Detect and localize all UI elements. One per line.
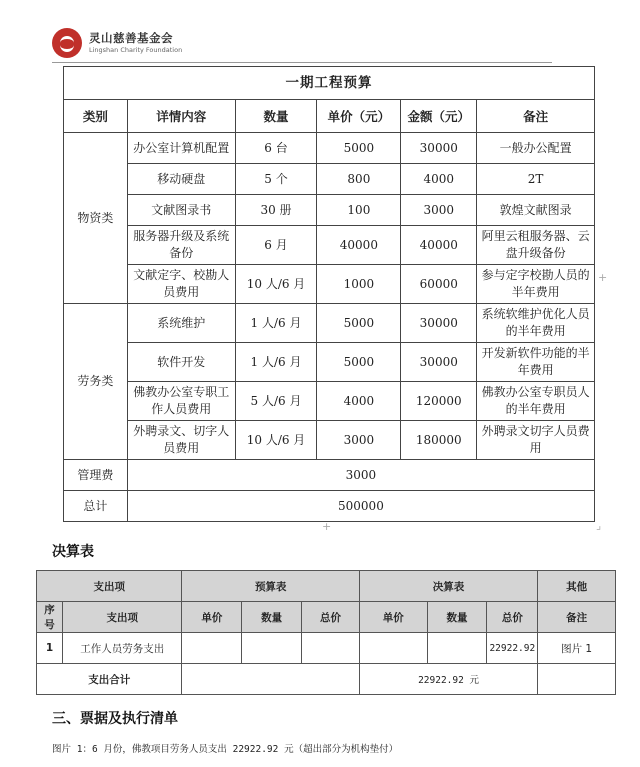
header-cell-detail: 详情内容 [127,100,235,133]
total-value: 500000 [127,491,594,522]
foundation-logo-icon [52,28,82,58]
sum-value: 22922.92 元 [359,664,537,695]
sum-budget-empty [182,664,359,695]
header-divider [52,62,552,63]
group-header-budget: 预算表 [182,571,359,602]
management-fee-value: 3000 [127,460,594,491]
row-final-total: 22922.92 [487,633,538,664]
sub-header-note: 备注 [538,602,616,633]
group-header-final: 决算表 [359,571,537,602]
org-header [52,26,182,60]
detail-cell: 移动硬盘 [127,164,235,195]
row-note: 图片 1 [538,633,616,664]
detail-cell: 外聘录文、切字人员费用 [127,421,235,460]
table-row [64,164,595,195]
amount-cell: 120000 [401,382,477,421]
sub-header-no: 序号 [37,602,63,633]
unit-price-cell: 5000 [317,304,401,343]
sub-header-budget-price: 单价 [182,602,242,633]
header-cell-amount: 金额（元） [401,100,477,133]
sum-label: 支出合计 [37,664,182,695]
qty-cell: 10 人/6 月 [235,265,317,304]
amount-cell: 40000 [401,226,477,265]
qty-cell: 6 月 [235,226,317,265]
table-row [64,226,595,265]
unit-price-cell: 3000 [317,421,401,460]
amount-cell: 30000 [401,304,477,343]
note-cell: 2T [477,164,595,195]
table-row [64,421,595,460]
detail-cell: 文献定字、校勘人员费用 [127,265,235,304]
detail-cell: 系统维护 [127,304,235,343]
sub-header-final-price: 单价 [359,602,427,633]
table-row [64,195,595,226]
receipt-note: 图片 1：6 月份，佛教项目劳务人员支出 22922.92 元（超出部分为机构垫付） [52,744,399,755]
management-fee-label: 管理费 [64,460,128,491]
header-cell-note: 备注 [477,100,595,133]
header-cell-qty: 数量 [235,100,317,133]
detail-cell: 软件开发 [127,343,235,382]
amount-cell: 3000 [401,195,477,226]
unit-price-cell: 4000 [317,382,401,421]
qty-cell: 10 人/6 月 [235,421,317,460]
table-row [37,633,616,664]
total-label: 总计 [64,491,128,522]
detail-cell: 佛教办公室专职工作人员费用 [127,382,235,421]
header-cell-unit-price: 单价（元） [317,100,401,133]
category-cell: 劳务类 [64,304,128,460]
group-header-expense: 支出项 [37,571,182,602]
final-section-title: 决算表 [52,544,94,560]
note-cell: 佛教办公室专职员人的半年费用 [477,382,595,421]
amount-cell: 4000 [401,164,477,195]
amount-cell: 180000 [401,421,477,460]
qty-cell: 1 人/6 月 [235,304,317,343]
row-final-qty [427,633,487,664]
budget-table [63,66,595,522]
unit-price-cell: 1000 [317,265,401,304]
table-add-row-plus-icon[interactable]: + [322,520,332,533]
unit-price-cell: 800 [317,164,401,195]
table-resize-plus-icon[interactable]: + [598,271,608,284]
sum-note-empty [538,664,616,695]
org-name [89,33,182,53]
note-cell: 阿里云租服务器、云盘升级备份 [477,226,595,265]
table-row [64,133,595,164]
group-header-other: 其他 [538,571,616,602]
row-budget-qty [242,633,302,664]
qty-cell: 1 人/6 月 [235,343,317,382]
total-row [64,491,595,522]
management-fee-row [64,460,595,491]
table-row [64,265,595,304]
detail-cell: 文献图录书 [127,195,235,226]
amount-cell: 60000 [401,265,477,304]
note-cell: 系统软维护优化人员的半年费用 [477,304,595,343]
budget-table-title: 一期工程预算 [64,67,595,100]
final-accounts-table [36,570,616,695]
sub-header-budget-qty: 数量 [242,602,302,633]
row-item: 工作人员劳务支出 [62,633,182,664]
org-name-cn: 灵山慈善基金会 [89,31,173,45]
note-cell: 一般办公配置 [477,133,595,164]
row-no: 1 [37,633,63,664]
detail-cell: 服务器升级及系统备份 [127,226,235,265]
sum-row [37,664,616,695]
qty-cell: 30 册 [235,195,317,226]
row-final-price [359,633,427,664]
sub-header-final-total: 总价 [487,602,538,633]
header-cell-category: 类别 [64,100,128,133]
note-cell: 参与定字校勘人员的半年费用 [477,265,595,304]
table-row [64,382,595,421]
sub-header-final-qty: 数量 [427,602,487,633]
unit-price-cell: 100 [317,195,401,226]
table-row [64,343,595,382]
note-cell: 外聘录文切字人员费用 [477,421,595,460]
amount-cell: 30000 [401,343,477,382]
category-cell: 物资类 [64,133,128,304]
org-name-en: Lingshan Charity Foundation [89,45,183,54]
sub-header-item: 支出项 [62,602,182,633]
qty-cell: 5 个 [235,164,317,195]
note-cell: 敦煌文献图录 [477,195,595,226]
section3-title: 三、票据及执行清单 [52,711,178,727]
sub-header-budget-total: 总价 [302,602,360,633]
amount-cell: 30000 [401,133,477,164]
detail-cell: 办公室计算机配置 [127,133,235,164]
table-resize-corner-icon[interactable]: ⌟ [596,519,602,532]
note-cell: 开发新软件功能的半年费用 [477,343,595,382]
unit-price-cell: 5000 [317,133,401,164]
row-budget-total [302,633,360,664]
qty-cell: 6 台 [235,133,317,164]
unit-price-cell: 40000 [317,226,401,265]
qty-cell: 5 人/6 月 [235,382,317,421]
unit-price-cell: 5000 [317,343,401,382]
row-budget-price [182,633,242,664]
table-row [64,304,595,343]
